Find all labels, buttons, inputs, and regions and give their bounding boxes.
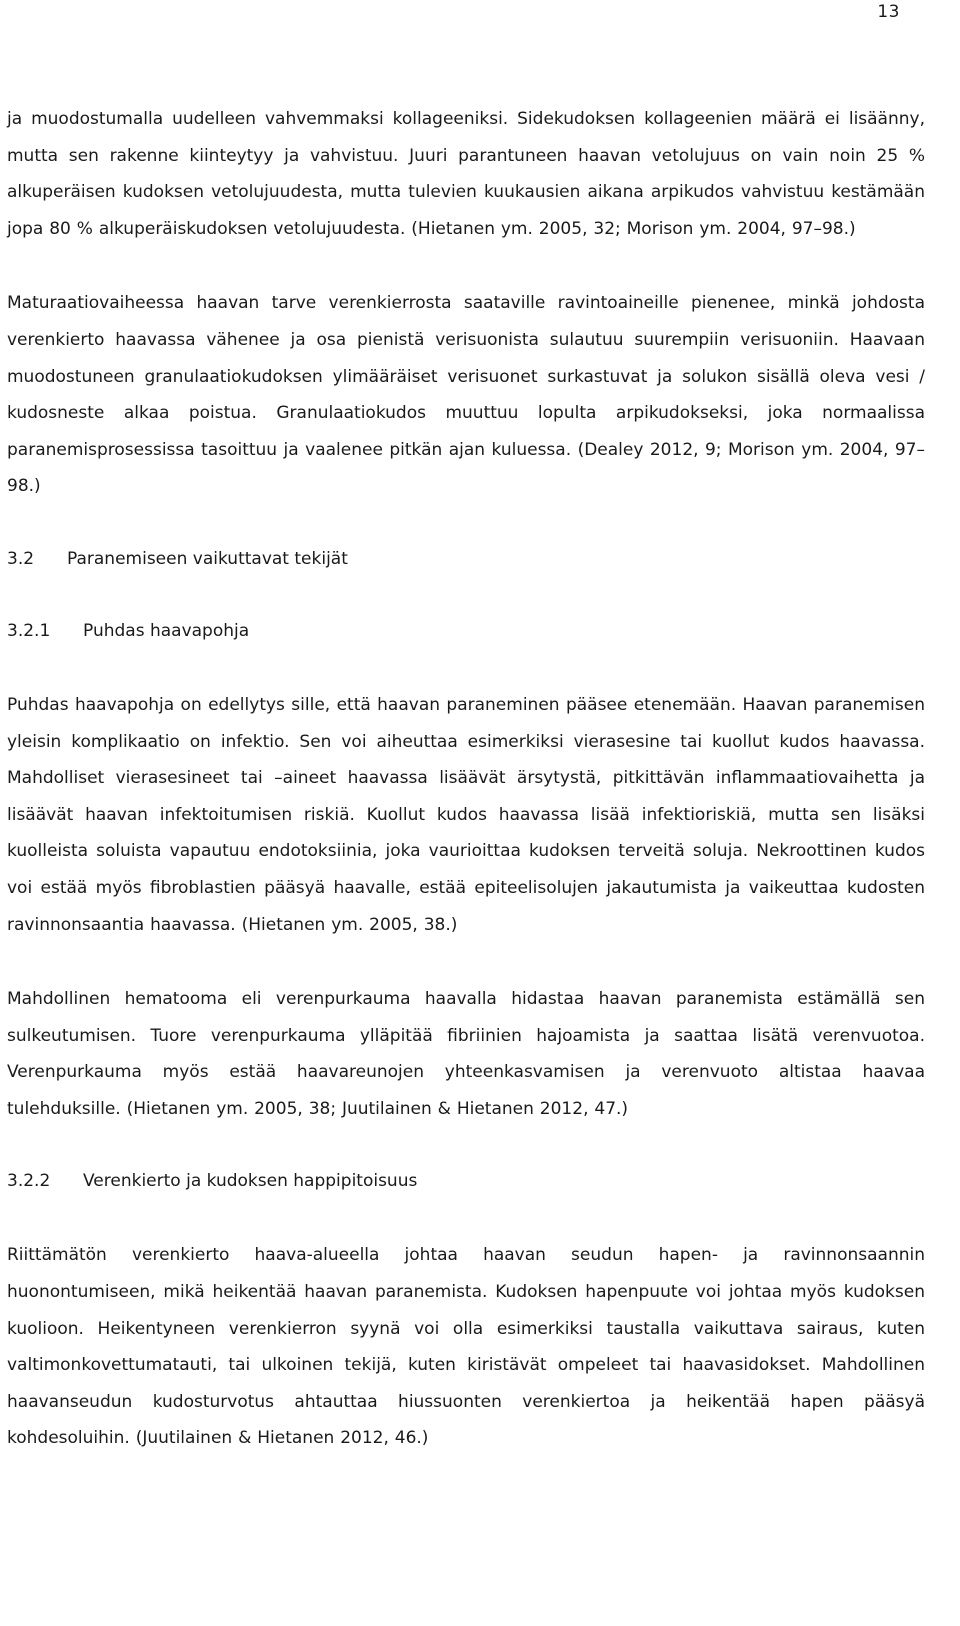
paragraph-clean-wound-bed: Puhdas haavapohja on edellytys sille, että haavan paraneminen pääsee etenemään. Haavan paranemisen yleisin komplikaatio on infektio. Sen voi aiheuttaa esimerkiksi vierasesine tai kuollut kudos haavassa. Mahdolliset vierasesineet tai –aineet haavassa lisäävät ärsytystä, pitkittävän inflammaatiovaihetta ja lisäävät haavan infektoitumisen riskiä. Kuollut kudos haavassa lisää infektioriskiä, mutta sen lisäksi kuolleista soluista vapautuu endotoksiinia, joka vaurioittaa kudoksen terveitä soluja. Nekroottinen kudos voi estää myös fibroblastien pääsyä haavalle, estää epiteelisolujen jakautumista ja vaikeuttaa kudosten ravinnonsaantia haavassa. (Hietanen ym. 2005, 38.) [7,694,925,935]
paragraph-gap [7,1199,925,1237]
paragraph-circulation-oxygen: Riittämätön verenkierto haava-alueella johtaa haavan seudun hapen- ja ravinnonsaannin huonontumiseen, mikä heikentää haavan paranemista. Kudoksen hapenpuute voi johtaa myös kudoksen kuolioon. Heikentyneen verenkierron syynä voi olla esimerkiksi taustalla vaikuttava sairaus, kuten valtimonkovettumatauti, tai ulkoinen tekijä, kuten kiristävät ompeleet tai haavasidokset. Mahdollinen haavanseudun kudosturvotus ahtauttaa hiussuonten verenkiertoa ja heikentää hapen pääsyä kohdesoluihin. (Juutilainen & Hietanen 2012, 46.) [7,1245,925,1449]
paragraph-gap [7,577,925,613]
paragraph-gap [7,943,925,981]
paragraph-gap [7,649,925,687]
paragraph-gap [7,1127,925,1163]
section-heading-3-2 [7,541,925,577]
section-title: Verenkierto ja kudoksen happipitoisuus [83,1171,418,1192]
section-title: Puhdas haavapohja [83,620,250,641]
section-number: 3.2.1 [7,620,51,641]
paragraph-maturation-strength: ja muodostumalla uudelleen vahvemmaksi kollageeniksi. Sidekudoksen kollageenien määrä ei lisäänny, mutta sen rakenne kiinteytyy ja vahvistuu. Juuri parantuneen haavan vetolujuus on vain noin 25 % alkuperäisen kudoksen vetolujuudesta, mutta tulevien kuukausien aikana arpikudos vahvistuu kestämään jopa 80 % alkuperäiskudoksen vetolujuudesta. (Hietanen ym. 2005, 32; Morison ym. 2004, 97–98.) [7,109,925,239]
paragraph-gap [7,505,925,541]
paragraph-maturation-phase: Maturaatiovaiheessa haavan tarve verenkierrosta saataville ravintoaineille pienenee, minkä johdosta verenkierto haavassa vähenee ja osa pienistä verisuonista sulautuu suurempiin verisuoniin. Haavaan muodostuneen granulaatiokudoksen ylimääräiset verisuonet surkastuvat ja solukon sisällä oleva vesi / kudosneste alkaa poistua. Granulaatiokudos muuttuu lopulta arpikudokseksi, joka normaalissa paranemisprosessissa tasoittuu ja vaalenee pitkän ajan kuluessa. (Dealey 2012, 9; Morison ym. 2004, 97–98.) [7,293,925,497]
section-heading-3-2-2 [7,1163,925,1199]
section-number: 3.2.2 [7,1171,51,1192]
paragraph-gap [7,247,925,285]
page-number: 13 [877,2,900,22]
section-title: Paranemiseen vaikuttavat tekijät [67,548,348,569]
document-body [7,101,925,1457]
section-number: 3.2 [7,548,35,569]
paragraph-hematoma: Mahdollinen hematooma eli verenpurkauma haavalla hidastaa haavan paranemista estämällä sen sulkeutumisen. Tuore verenpurkauma ylläpitää fibriinien hajoamista ja saattaa lisätä verenvuotoa. Verenpurkauma myös estää haavareunojen yhteenkasvamisen ja verenvuoto altistaa haavaa tulehduksille. (Hietanen ym. 2005, 38; Juutilainen & Hietanen 2012, 47.) [7,989,925,1119]
section-heading-3-2-1 [7,613,925,649]
